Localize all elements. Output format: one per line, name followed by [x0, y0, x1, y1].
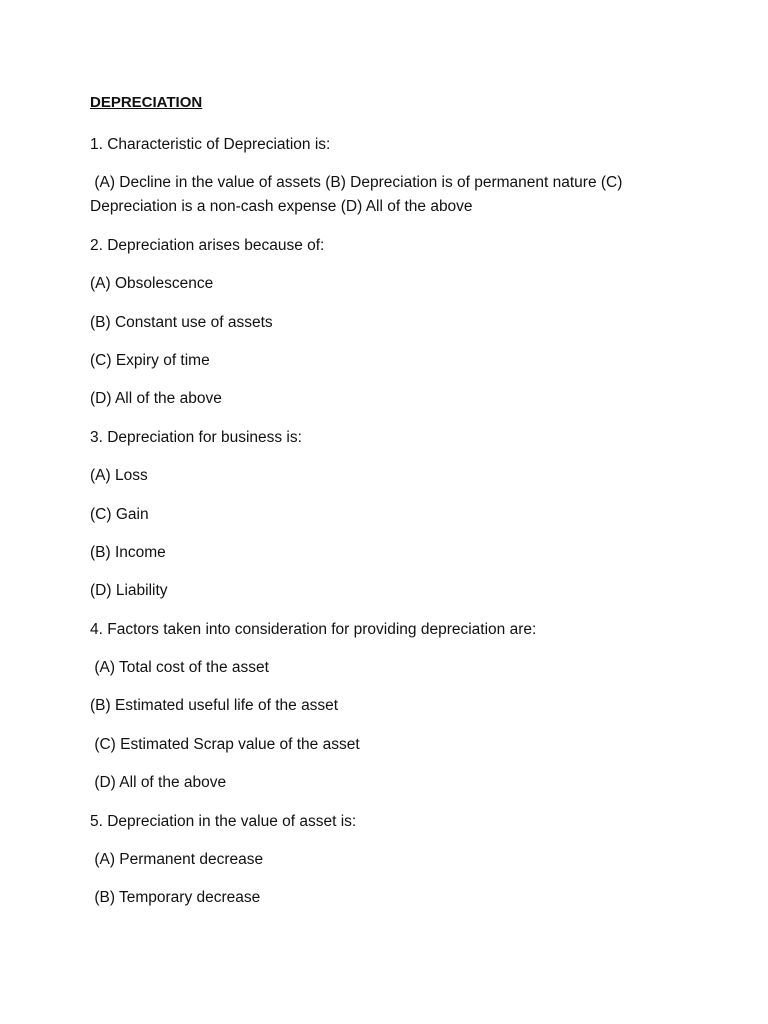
question-4-option-b: (B) Estimated useful life of the asset: [90, 697, 339, 715]
question-4: 4. Factors taken into consideration for providing depreciation are:: [90, 620, 537, 638]
question-4-option-c: (C) Estimated Scrap value of the asset: [90, 735, 360, 753]
question-4-option-d: (D) All of the above: [90, 774, 227, 792]
question-3-option-b: (B) Income: [90, 543, 166, 561]
question-3-option-a: (A) Loss: [90, 467, 148, 485]
document-title: DEPRECIATION: [90, 94, 203, 111]
question-1-options: (A) Decline in the value of assets (B) Depreciation is of permanent nature (C) Depreciation is a non-cash expense (D) All of the above: [90, 174, 627, 216]
question-3-option-d: (D) Liability: [90, 582, 168, 600]
question-5: 5. Depreciation in the value of asset is:: [90, 812, 357, 830]
question-2: 2. Depreciation arises because of:: [90, 236, 325, 254]
question-2-option-c: (C) Expiry of time: [90, 351, 210, 369]
question-2-option-a: (A) Obsolescence: [90, 275, 214, 293]
question-3: 3. Depreciation for business is:: [90, 428, 302, 446]
question-4-option-a: (A) Total cost of the asset: [90, 659, 269, 677]
question-5-option-b: (B) Temporary decrease: [90, 889, 261, 907]
document-page: [90, 93, 710, 925]
question-1: 1. Characteristic of Depreciation is:: [90, 136, 331, 153]
question-2-option-d: (D) All of the above: [90, 390, 222, 408]
question-3-option-c: (C) Gain: [90, 505, 149, 523]
question-2-option-b: (B) Constant use of assets: [90, 313, 273, 331]
question-5-option-a: (A) Permanent decrease: [90, 851, 264, 869]
